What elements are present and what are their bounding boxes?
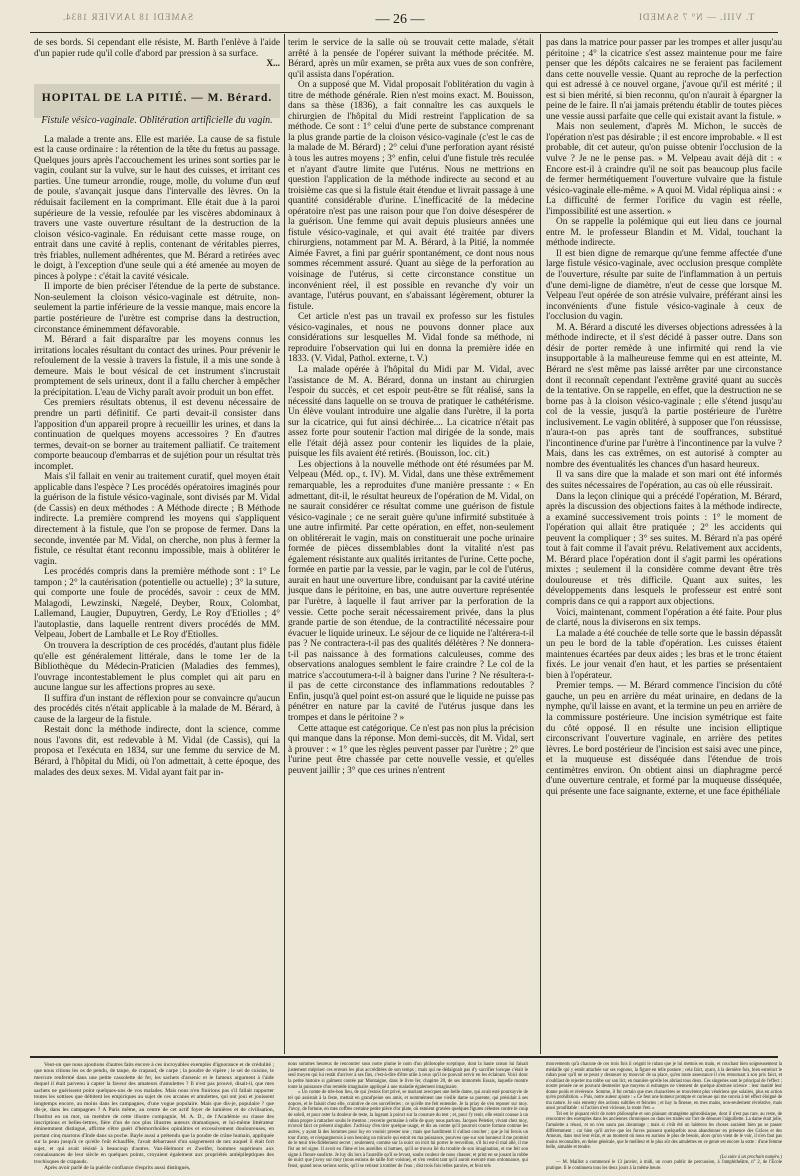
column-3 <box>546 38 782 797</box>
paragraph: La malade a trente ans. Elle est mariée. La cause de sa fistule est la cause ordinaire : la rétention de la tête du fœtus au passage. Quelques jours après l'accouchement les urines sont sorties par le vagin, coulant sur la vulve, sur le haut des cuisses, et irritant ces parties. Une tumeur arrondie, rouge, molle, du volume d'un œuf de poule, s'avançait jusque dans l'intervalle des lèvres. On la réduisait facilement en la comprimant. Elle était due à la paroi supérieure de la vessie, refoulée par les viscères abdominaux à travers une vaste ouverture résultant de la destruction de la cloison vésico-vaginale. En réduisant cette masse rouge, on entrait dans une cavité à replis, contenant de véritables pierres, très friables, nullement adhérentes, que M. Bérard a retirées avec le doigt, à l'exception d'une seule qui a été amenée au moyen de pinces à polype : c'était la cavité vésicale. <box>34 134 280 282</box>
feuilleton-column-2 <box>288 1062 528 1169</box>
paragraph: Cet article n'est pas un travail ex professo sur les fistules vésico-vaginales, et nous ne pouvons donner place aux considérations sur lesquelles M. Vidal fonde sa méthode, ni reproduire l'observation qui lui en donna la première idée en 1833. (V. Vidal, Pathol. externe, t. V.) <box>288 312 534 365</box>
column-separator <box>284 34 285 1054</box>
paragraph: M. Bérard a fait disparaître par les moyens connus les irritations locales résultant du contact des urines. Pour prévenir le refoulement de la vessie à travers la fistule, il a mis une sonde à demeure. Mais le bout vésical de cet instrument s'incrustait promptement de sels urineux, dont il a fallu chercher à empêcher la précipitation. L'eau de Vichy paraît avoir produit un bon effet. <box>34 335 280 398</box>
article-title: HOPITAL DE LA PITIÉ. — M. Bérard. <box>34 88 280 109</box>
paragraph: Les procédés compris dans la première méthode sont : 1° Le tampon ; 2° la cautérisation (potentielle ou actuelle) ; 3° la suture, qui comporte une foule de procédés, savoir : ceux de MM. Malagodi, Lewzinski, Nægelé, Deyber, Roux, Colombat, Lallemand, Laugier, Dupuytren, Gerdy, Le Roy d'Etiolles ; 4° l'autoplastie, dans laquelle rentrent divers procédés de MM. Velpeau, Jobert de Lamballe et Le Roy d'Etiolles. <box>34 567 280 641</box>
paragraph: Dans la leçon clinique qui a précédé l'opération, M. Bérard, après la discussion des objections faites à la méthode indirecte, a examiné successivement trois points : 1° le moment de l'opération qui allait être pratiquée ; 2° les accidents qui peuvent la compliquer ; 3° ses suites. M. Bérard n'a pas opéré tout à fait comme il l'avait prévu. Relativement aux accidents, M. Bérard place l'opération dont il s'agit parmi les opérations mixtes ; seulement il la considère comme devant être très douloureuse et très difficile. Quant aux suites, les développements dans lesquels le professeur est entré sont compris dans ce qui a rapport aux objections. <box>546 491 782 607</box>
lead-in-signature: X... <box>266 59 280 70</box>
paragraph: Il importe de bien préciser l'étendue de la perte de substance. Non-seulement la cloison vésico-vaginale est détruite, non-seulement la partie inférieure de la vessie manque, mais encore la partie postérieure de l'urètre est comprise dans la destruction, circonstance éminemment défavorable. <box>34 282 280 335</box>
column-2 <box>288 38 534 776</box>
course-announcement: — M. Maillot a commencé le 13 janvier, à midi, un cours public de percussion, à l'amphithéâtre, n° 2, de l'École pratique. Il le continuera tous les deux jours à la même heure. <box>546 1160 782 1171</box>
article-subtitle: Fistule vésico-vaginale. Oblitération artificielle du vagin. <box>41 115 273 127</box>
column-separator <box>540 34 541 1054</box>
feuilleton-paragraph: Veut-on que nous ajoutions d'autres faits encore à ces incroyables exemples d'ignorance et de crédulité ; que nous citions les os de pendu, de taupe, de crapaud, de carpe ; la poudre de vipère ; le sel de cuisine, le mercure renfermé dans une petite cassolette de fer, les sachets d'arsenic et le fameux argument à l'aide duquel il était parvenu à capter la faveur des amateurs d'amulettes ? Il n'est pas prouvé, disait-il, que mes sachets ne guérissent point quelques-uns de vos malades. Mais nous n'en finirions pas s'il fallait rapporter toutes les sottises que débitent les empiriques au sujet de ces arcanes et amulettes, qui ont joui et jouissent longtemps encore, au moins dans les campagnes, d'une vogue populaire. Mais que dis-je, populaire ? que dis-je, dans les campagnes ? A Paris même, au centre de cet actif foyer de lumières et de civilisation, l'Institut en un mot, un membre de cette illustre compagnie, M. A. D., de l'Académie ou classe des inscriptions et belles-lettres, fière d'un de nos plus illustres auteurs dramatiques, et lui-même littérateur éminemment distingué, affirme s'être guéri d'hémorrhoïdes opiniâtres et excessivement douloureuses, en portant cinq marrons d'Inde dans sa poche. Bayle aussi a prétendu que la poudre de crâne humain, appliquée sur la peau jusqu'à ce qu'elle l'eût échauffée, l'avait débarrassé d'un saignement de nez auquel il était fort sujet, et qui avait résisté à beaucoup d'autres. Van-Helmont et Zwelfer, hommes supérieurs aux connaissances de leur siècle en quelques points, croyaient également aux propriétés antiépileptiques des trochisques de crapauds. <box>34 1062 274 1165</box>
paragraph: pas dans la matrice pour passer par les trompes et aller jusqu'au péritoine ; 4° la cicatrice s'est assez maintenue pour me faire penser que les dépôts calcaires ne se feraient pas facilement dans cette nouvelle vessie. Quant au reproche de la perfection qui est adressé à ce nouvel organe, j'avoue qu'il est mérité ; il est si bien mérité, si bien reconnu, qu'on n'aurait à épargner la peine de le faire. Il n'ai jamais prétendu établir de toutes pièces une vessie aussi parfaite que celle qui existait avant la fistule. » <box>546 38 782 122</box>
feuilleton-column-3 <box>546 1062 782 1171</box>
paragraph: M. A. Bérard a discuté les diverses objections adressées à la méthode indirecte, et il s'est décidé à passer outre. Dans son désir de porter remède à une infirmité qui rend la vie insupportable à la malheureuse femme qui en est atteinte, M. Bérard ne s'est même pas laissé arrêter par une circonstance dont il reconnaît cependant l'extrême gravité quant au succès de la tentative. On se rappelle, en effet, que la destruction ne se borne pas à la cloison vésico-vaginale ; elle s'étend jusqu'au col de la vessie, jusqu'à la partie postérieure de l'urètre inclusivement. Le vagin oblitéré, à supposer que l'on réussisse, n'aura-t-on pas après tant de souffrances, substitué l'incontinence d'urine par l'urètre à l'incontinence par la vulve ? Mais, dans les cas extrêmes, on est autorisé à compter au nombre des éventualités les chances d'un hasard heureux. <box>546 322 782 470</box>
paragraph: Cette attaque est catégorique. Ce n'est pas non plus la précision qui manque dans la réponse. Mon demi-succès, dit M. Vidal, sert à prouver : « 1° que les règles peuvent passer par l'urètre ; 2° que l'urine peut être chassée par cette nouvelle vessie, et qu'elles peuvent jaillir ; 3° que ces urines n'entrent <box>288 723 534 776</box>
feuilleton-column-1 <box>34 1062 274 1171</box>
column-1 <box>34 38 280 778</box>
running-header-left: SAMEDI 18 JANVIER 1834. <box>62 12 193 22</box>
continuation-note: (La suite à un prochain numéro.) <box>720 1154 782 1160</box>
paragraph: On a supposé que M. Vidal proposait l'oblitération du vagin à titre de méthode générale. Rien n'est moins exact. M. Bouisson, dans sa thèse (1836), a fait connaître les cas auxquels le chirurgien de l'hôpital du Midi restreint l'application de sa méthode. Ce sont : 1° celui d'une perte de substance comprenant la plus grande partie de la cloison vésico-vaginale (c'est le cas de la malade de M. Bérard) ; 2° celui d'une perforation ayant résisté à tous les autres moyens ; 3° enfin, celui d'une fistule très reculée et n'ayant d'autre limite que l'utérus. Nous ne mettrions en question l'application de la méthode indirecte au second et au troisième cas que si la fistule était étendue et livrait passage à une quantité considérable d'urine. L'inefficacité de la médecine opératoire n'est pas une raison pour que l'on doive désespérer de la guérison. Une femme qui avait depuis plusieurs années une fistule vésico-vaginale, et qui avait été traitée par divers chirurgiens, notamment par M. A. Bérard, à la Pitié, la nommée Aimée Favret, a fini par guérir spontanément, ce dont nous nous sommes récemment assuré. Quant au siège de la perforation au voisinage de l'utérus, si cette circonstance constitue un inconvénient réel, il est possible en revanche d'y voir un avantage, l'utérus pouvant, en s'abaissant légèrement, obturer la fistule. <box>288 80 534 312</box>
top-rule <box>30 32 778 33</box>
feuilleton-paragraph: Tel est le piquant récit de notre philosophe et son plaisant stratagème aphrodisiaque, dont il n'est pas rare, au reste, de rencontrer des exemples dans les anciennes chroniques ou dans les traités sur l'art de dénouer l'aiguillette. La dame était jolie, l'amulette a réussi, et on n'en saura pas davantage ; mais si c'eût été un laideron les choses auraient bien pu se passer différemment ; car bien qu'il arrive que les forces puissent quelquefois nous abandonner en présence des Grâces et des Amours, dans tout leur éclat, et au moment où nous en aurions le plus de besoin, alors qu'on vient de le voir, il n'en faut pas moins reconnaître, en thèse générale, que le meilleur et le plus sûr des amulettes en ce genre est encore la sotte : d'une femme belle, aimable et tendre. <box>546 1111 782 1151</box>
feuilleton-divider <box>30 1056 778 1058</box>
paragraph: La malade a été couchée de telle sorte que le bassin dépassât un peu le bord de la table d'opération. Les cuisses étaient maintenues écartées par deux aides ; les bras et le tronc étaient fixés. Le jour venait d'en haut, et les parties se présentaient bien à l'opérateur. <box>546 628 782 681</box>
feuilleton-paragraph: mouvements qu'à chacune de ces trois fois il ceignit le ruban que je lui mettois en main, et couchast bien soigneusement la médaille qui y estoit attachée sur ses rognons, la figure en telle posture ; cela faict, ayant, à la dernière fois, bien estreinct le ruban pour qu'il ne se peust y desnouer ny mouvoir de sa place, qu'en toute asseurance il s'en retournast à son prix faict, et n'oubliast de rejecter ma robbe sur son lict, en manière qu'elle les abriast tous deux. Ces singeries sont le principal de l'effect ; nostre pensée ne se pouvant desmesler que moyens si estranges ne viennent de quelque abstruse science : leur inanité leur donne poids et révérence. Somme, il fut certain que mes charactères se trouvèrent plus vénériens que solaires, plus en action qu'en prohibition. » Puis, notre auteur ajoute : « Ce feut une humeur prompte et curieuse qui me convia à tel effect éloigné de ma nature. Je suis ennemy des actions subtiles et feinctes ; et hay la finesse, en mes mains, non-seulement récréative, mais aussi proufitable : si l'action n'est vicieuse, la route l'est. » <box>546 1062 782 1112</box>
paragraph: Restait donc la méthode indirecte, dont la science, comme nous l'avons dit, est redevable à M. Vidal (de Cassis), qui la proposa et l'exécuta en 1834, sur une femme du service de M. Bérard, à l'hôpital du Midi, où l'on admettait, à cette époque, des malades des deux sexes. M. Vidal ayant fait par in- <box>34 725 280 778</box>
paragraph: La malade opérée à l'hôpital du Midi par M. Vidal, avec l'assistance de M. A. Bérard, donna un instant au chirurgien l'espoir du succès, et cet espoir peut-être se fût réalisé, sans la nécessité dans laquelle on se trouva de pratiquer le cathétérisme. Un élève voulant introduire une algalie dans l'urètre, il la porta sur la cicatrice, qui fut ainsi déchirée.... La cicatrice n'était pas assez forte pour soutenir l'action mal dirigée de la sonde, mais elle l'était déjà assez pour contenir les liquides de la plaie, puisque les fils avaient été retirés. (Bouisson, loc. cit.) <box>288 364 534 460</box>
feuilleton-paragraph: nous sommes heureux de rencontrer sous notre plume le nom d'un philosophe sceptique, dont la haute raison lui faisait justement mépriser ces erreurs les plus accréditées de son temps ; mais qui ne dédaignait pas d'y sacrifier lorsque c'était le seul moyen qui lui restât d'arriver à ses fins, c'est-à-dire d'être utile à ceux qu'il ne pouvait servir en les éclairant. Voici donc la petite histoire si gaîment contée par Montaigne, dans le livre Ier, chapitre 20, de ses immortels Essais, laquelle montre toute la puissance d'un remède imaginaire appliqué à une maladie également imaginaire. <box>288 1062 528 1090</box>
paragraph: Il est bien digne de remarque qu'une femme affectée d'une large fistule vésico-vaginale, avec occlusion presque complète de l'ouverture, résulte par suite de l'inflammation à un pertuis d'une demi-ligne de diamètre, n'eut de cesse que lorsque M. Velpeau l'eut opérée de son atrésie vulvaire, préférant ainsi les inconvénients d'une fistule vésico-vaginale à ceux de l'occlusion du vagin. <box>546 248 782 323</box>
paragraph: Premier temps. — M. Bérard commence l'incision du côté gauche, un peu en arrière du méat urinaire, en dedans de la nymphe, qu'il laisse en avant, et la termine un peu en arrière de la commissure postérieure. Une incision symétrique est faite du côté opposé. Il en résulte une incision elliptique circonscrivant l'ouverture vaginale, en arrière des petites lèvres. Le bord postérieur de l'incision est saisi avec une pince, et la muqueuse est disséquée dans l'étendue de trois centimètres environ. On obtient ainsi un diaphragme percé d'une ouverture centrale, et formé par la muqueuse disséquée, qui présente une face saignante, externe, et une face épithéliale <box>546 681 782 797</box>
paragraph: Ces premiers résultats obtenus, il est devenu nécessaire de prendre un parti définitif. Ce parti devait-il consister dans l'apposition d'un appareil propre à recueillir les urines, et dans la continuation de quelques moyens accessoires ? En d'autres termes, devait-on se borner au traitement palliatif. Ce traitement comporte beaucoup d'embarras et de sujétion pour un résultat très incomplet. <box>34 398 280 472</box>
paragraph: On trouvera la description de ces procédés, d'autant plus fidèle qu'elle est généralement littérale, dans le tome 1er de la Bibliothèque du Médecin-Praticien (Maladies des femmes), l'ouvrage incontestablement le plus complet qui ait paru en aucune langue sur les affections propres au sexe. <box>34 640 280 694</box>
feuilleton-paragraph: Après avoir parlé de la puérile confiance d'esprits aussi distingués, <box>44 1165 191 1171</box>
paragraph: Mais s'il fallait en venir au traitement curatif, quel moyen était applicable dans l'espèce ? Les procédés opératoires imaginés pour la guérison de la fistule vésico-vaginale, sont divisés par M. Vidal (de Cassis) en deux méthodes : A Méthode directe ; B Méthode indirecte. La première comprend les moyens qui s'appliquent directement à la fistule, que l'on se propose de fermer. Dans la seconde, inventée par M. Vidal, on cherche, non plus à fermer la fistule, ce résultat étant reconnu impossible, mais à oblitérer le vagin. <box>34 472 280 567</box>
lead-in-text: de ses bords. Si cependant elle résiste, M. Barth l'enlève à l'aide d'un papier rude qu'il colle d'abord par pression à sa surface. <box>34 38 280 59</box>
feuilleton-paragraph: « Un comte de très-bon lieu, de qui j'estois fort privé, se mariant avecques une belle dame, qui avait esté poursuyvie de tel qui assistait à la feste, mettait en grand'peine ses amis, et nommément une vieille dame sa parente, qui présidait à ses nopces, et le faisoit chez elle, craintive de ces sorcelleries ; ce qu'elle me feit entendre. Je la priay de s'en reposer sur moy. J'avoy, de fortune, en mes coffres certaine petite pièce d'or plate, où estoient gravées quelques figures célestes contre le coup de soleil, et pour oster la douleur de teste, la logeant à poinct sur la cousture du test ; et, pour l'y tenir, elle estoit cousue à un ruban propre à rattacher soubs le menton ; resverie germaine à celle de quoy nous parlons. Jacques Peletier, vivant chez moy, m'avoit faict ce présent singulier. J'advisay d'en tirer quelque usage, et dis au comte qu'il pourroit courre fortune comme les autres, y ayant là des hommes pour luy en vouloir prester une ; mais que hardiment il s'allast coucher ; que je lui ferois un tour d'amy, et n'espargnerois à son besoing un miracle qui estoit en ma puissance, pourveu que sur son honneur il me promist de le tenir très-fidèlement secret ; seulement, comme sur la nuict on iroit lui porter le resveillon, s'il lui est-il mal allé, il me fist un tel signe. Il avoit eu l'âme et les aureilles si battues, qu'il se trouva lié du trouble de son imagination, et me feit son signe à l'heure susdicte. Je luy dis lors à l'aureille qu'il se levast, soubs couleur de nous chasser, et print en se jouant la robbe de nuict que j'avoy sur moy (nous estions de taille fort voisine), et s'en vestist tant qu'il auroit exécuté mon ordonnance, qui feust, quand nous serions sortis, qu'il se retirast à tomber de l'eau ; dist trois fois telles paroles, et feist tels <box>288 1090 528 1169</box>
paragraph: Il va sans dire que la malade et son mari ont été informés des suites nécessaires de l'opération, au cas où elle réussirait. <box>546 470 782 491</box>
paragraph: Mais non seulement, d'après M. Michon, le succès de l'opération n'est pas désirable ; il est encore improbable. « Il est probable, dit cet auteur, qu'on puisse obtenir l'occlusion de la vulve ? Je ne le pense pas. » M. Velpeau avait déjà dit : « Encore est-il à craindre qu'il ne soit pas beaucoup plus facile de fermer hermétiquement l'ouverture vulvaire que la fistule vésico-vaginale elle-même. » A quoi M. Vidal répliqua ainsi : « La difficulté de fermer l'orifice du vagin est réelle, l'impossibilité est une assertion. » <box>546 122 782 217</box>
paragraph: Il suffira d'un instant de réflexion pour se convaincre qu'aucun des procédés cités n'était applicable à la malade de M. Bérard, à cause de la largeur de la fistule. <box>34 693 280 725</box>
running-header-right: T. VIII. — N° 7 SAMEDI <box>637 12 754 22</box>
paragraph: On se rappelle la polémique qui eut lieu dans ce journal entre M. le professeur Blandin et M. Vidal, touchant la méthode indirecte. <box>546 217 782 249</box>
paragraph: Les objections à la nouvelle méthode ont été résumées par M. Velpeau (Méd. op., t. IV). M. Vidal, dans une thèse extrêmement remarquable, les a reproduites d'une manière pressante : « En admettant, dit-il, le résultat heureux de l'opération de M. Vidal, on ne saurait considérer ce résultat comme une guérison de fistule vésico-vaginale ; ce ne serait guère qu'une infirmité substituée à une autre infirmité. Par cette opération, en effet, non-seulement on oblitérerait le vagin, mais on constituerait une poche urinaire formée de pièces dissemblables dont la vitalité n'est pas également résistante aux qualités irritantes de l'urine. Cette poche, formée en partie par la vessie, par le vagin, par le col de l'utérus, aurait en haut une ouverture libre, conduisant par la cavité utérine jusque dans le péritoine, en bas, une autre ouverture représentée par l'urètre, à laquelle il faut arriver par la perforation de la vessie. Cette poche serait nécessairement privée, dans la plus grande partie de son étendue, de la contractilité nécessaire pour évacuer le liquide urineux. Le séjour de ce liquide ne l'altérera-t-il pas ? Ne contractera-t-il pas des qualités délétères ? Ne donnera-t-il pas naissance à des formations calculeuses, comme des observations analogues semblent le faire craindre ? Le col de la matrice s'accoutumera-t-il à baigner dans l'urine ? Ne résultera-t-il pas de cette circonstance des inflammations redoutables ? Enfin, jusqu'à quel point est-on assuré que le liquide ne puisse pas pénétrer en nature par la cavité de l'utérus jusque dans les trompes et dans le péritoine ? » <box>288 459 534 723</box>
page-number: — 26 — <box>375 12 425 27</box>
paragraph: terim le service de la salle où se trouvait cette malade, s'était arrêté à la pensée de l'opérer suivant la méthode précitée. M. Bérard, après un mûr examen, se prêta aux vues de son confrère, qu'il assista dans l'opération. <box>288 38 534 80</box>
paragraph: Voici, maintenant, comment l'opération a été faite. Pour plus de clarté, nous la diviserons en six temps. <box>546 607 782 629</box>
